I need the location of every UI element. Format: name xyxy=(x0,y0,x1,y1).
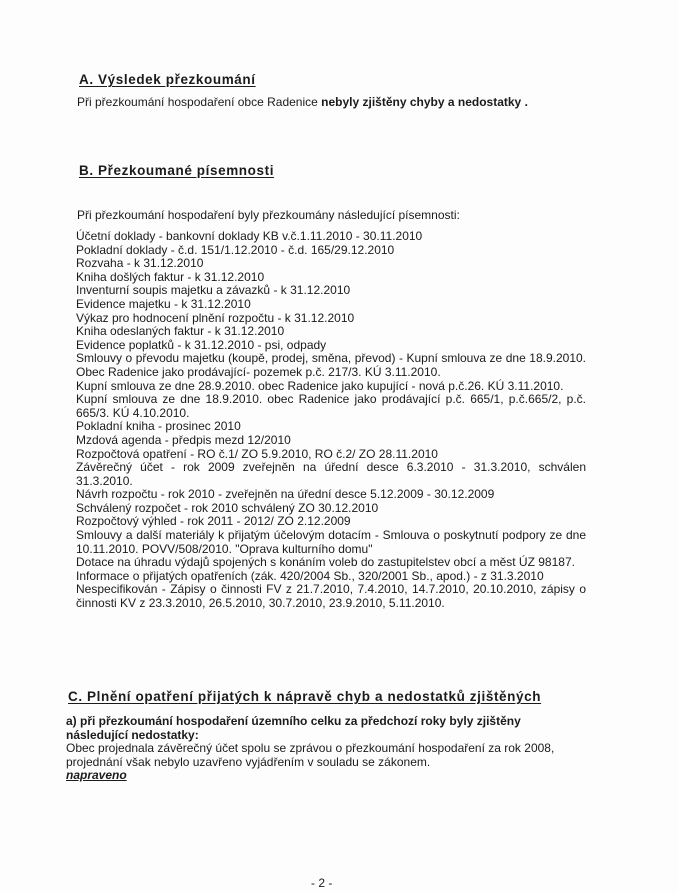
list-item: Informace o přijatých opatřeních (zák. 420/2004 Sb., 320/2001 Sb., apod.) - z 31.3.2010 xyxy=(76,568,544,583)
list-item: Závěrečný účet - rok 2009 zveřejněn na úřední desce 6.3.2010 - 31.3.2010, schválen 31.3.2010. xyxy=(76,460,586,488)
list-item: Kupní smlouva ze dne 18.9.2010. obec Radenice jako prodávající p.č. 665/1, p.č.665/2, p.č. 665/3. KÚ 4.10.2010. xyxy=(76,392,586,420)
section-a-heading: A. Výsledek přezkoumání xyxy=(79,72,256,87)
list-item: Účetní doklady - bankovní doklady KB v.č.1.11.2010 - 30.11.2010 xyxy=(76,229,423,243)
section-c-block xyxy=(66,715,586,783)
section-a-text-bold: nebyly zjištěny chyby a nedostatky . xyxy=(321,95,528,109)
list-item: Pokladní kniha - prosinec 2010 xyxy=(76,419,241,434)
list-item: Pokladní doklady - č.d. 151/1.12.2010 - č.d. 165/29.12.2010 xyxy=(76,242,395,257)
list-item: Schválený rozpočet - rok 2010 schválený ZO 30.12.2010 xyxy=(76,500,379,515)
list-item: Kniha odeslaných faktur - k 31.12.2010 xyxy=(76,324,285,339)
list-item: Evidence majetku - k 31.12.2010 xyxy=(76,296,251,311)
section-c-subheading: a) při přezkoumání hospodaření územního celku za předchozí roky byly zjištěny následující nedostatky: xyxy=(66,714,521,742)
list-item: Smlouvy a další materiály k přijatým účelovým dotacím - Smlouva o poskytnutí podpory ze dne 10.11.2010. POVV/508/2010. "Oprava kulturního domu" xyxy=(76,528,586,556)
page-number: - 2 - xyxy=(311,876,333,890)
list-item: Kniha došlých faktur - k 31.12.2010 xyxy=(76,269,265,284)
section-a-text xyxy=(77,96,528,109)
section-a-text-prefix: Při přezkoumání hospodaření obce Radenice xyxy=(77,95,322,109)
section-b-intro: Při přezkoumání hospodaření byly přezkoumány následující písemnosti: xyxy=(77,208,460,222)
section-b-list xyxy=(76,230,586,611)
list-item: Rozpočtový výhled - rok 2011 - 2012/ ZO 2.12.2009 xyxy=(76,514,351,529)
list-item: Návrh rozpočtu - rok 2010 - zveřejněn na úřední desce 5.12.2009 - 30.12.2009 xyxy=(76,487,495,502)
list-item: Mzdová agenda - předpis mezd 12/2010 xyxy=(76,432,291,447)
list-item: Evidence poplatků - k 31.12.2010 - psi, odpady xyxy=(76,337,327,352)
section-c-heading: C. Plnění opatření přijatých k nápravě chyb a nedostatků zjištěných xyxy=(68,689,542,704)
section-c-text: Obec projednala závěrečný účet spolu se zprávou o přezkoumání hospodaření za rok 2008, projednání však nebylo uzavřeno vyjádřením v souladu se zákonem. xyxy=(66,741,555,769)
list-item: Nespecifikován - Zápisy o činnosti FV z 21.7.2010, 7.4.2010, 14.7.2010, 20.10.2010, zápisy o činnosti KV z 23.3.2010, 26.5.2010, 30.7.2010, 23.9.2010, 5.11.2010. xyxy=(76,582,586,611)
list-item: Kupní smlouva ze dne 28.9.2010. obec Radenice jako kupující - nová p.č.26. KÚ 3.11.2010. xyxy=(76,378,564,393)
list-item: Inventurní soupis majetku a závazků - k 31.12.2010 xyxy=(76,283,351,298)
section-c-result: napraveno xyxy=(66,768,127,782)
list-item: Smlouvy o převodu majetku (koupě, prodej, směna, převod) - Kupní smlouva ze dne 18.9.2010. Obec Radenice jako prodávající- pozemek p.č. 217/3. KÚ 3.11.2010. xyxy=(76,351,586,379)
list-item: Dotace na úhradu výdajů spojených s konáním voleb do zastupitelstev obcí a měst ÚZ 98187. xyxy=(76,555,575,570)
list-item: Rozvaha - k 31.12.2010 xyxy=(76,256,204,271)
section-b-heading: B. Přezkoumané písemnosti xyxy=(79,163,275,178)
list-item: Výkaz pro hodnocení plnění rozpočtu - k 31.12.2010 xyxy=(76,310,355,325)
list-item: Rozpočtová opatření - RO č.1/ ZO 5.9.2010, RO č.2/ ZO 28.11.2010 xyxy=(76,446,438,461)
